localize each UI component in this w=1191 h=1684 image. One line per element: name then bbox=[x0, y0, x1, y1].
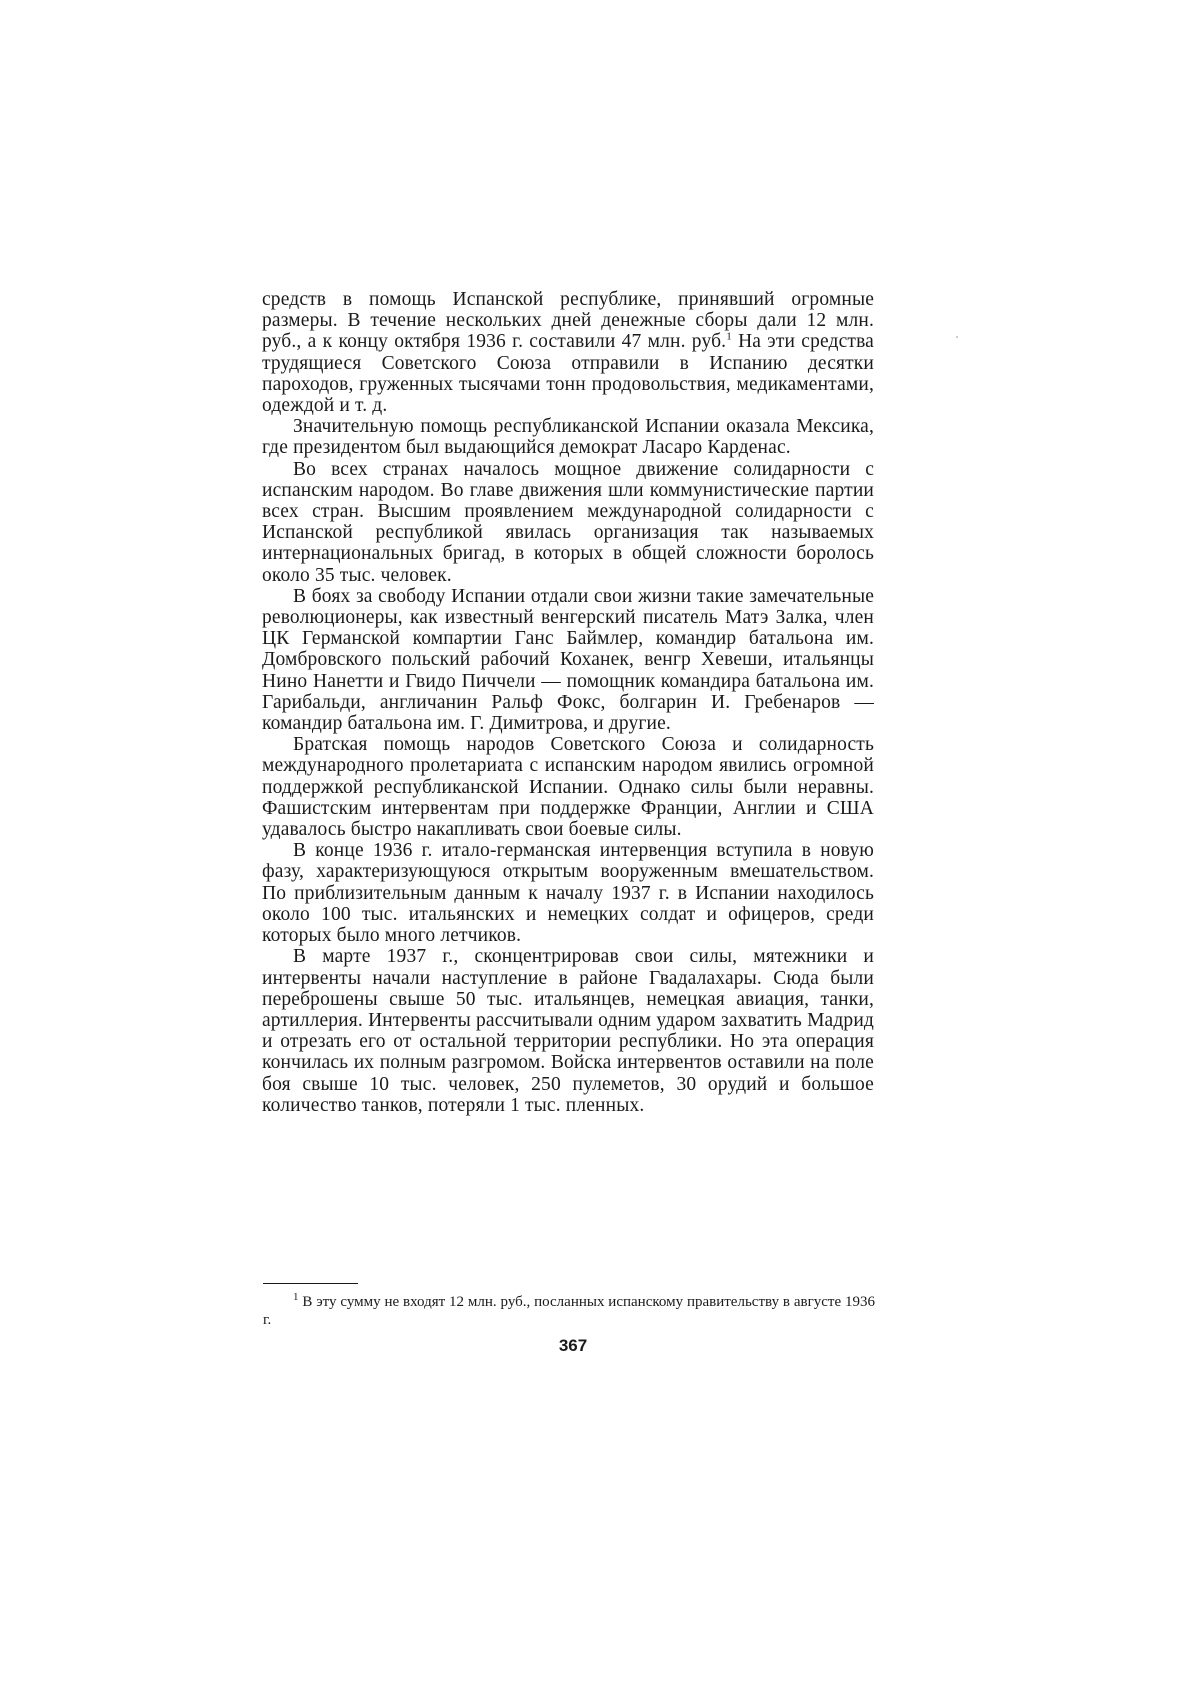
footnote-text: В эту сумму не входят 12 млн. руб., посланных испанскому правительству в августе 1936 г. bbox=[263, 1294, 875, 1328]
paragraph-5: Братская помощь народов Советского Союза и солидарность международного пролетариата с испанским народом явились огромной поддержкой республиканской Испании. Однако силы были неравны. Фашистским интервентам при поддержке Франции, Англии и США удавалось быстро накапливать свои боевые силы. bbox=[262, 734, 874, 841]
paragraph-6: В конце 1936 г. итало-германская интервенция вступила в новую фазу, характеризующуюся открытым вооруженным вмешательством. По приблизительным данным к началу 1937 г. в Испании находилось около 100 тыс. итальянских и немецких солдат и офицеров, среди которых было много летчиков. bbox=[262, 840, 874, 947]
main-text bbox=[262, 289, 874, 1116]
footnote-marker: 1 bbox=[293, 1291, 299, 1303]
paragraph-2: Значительную помощь республиканской Испании оказала Мексика, где президентом был выдающийся демократ Ласаро Карденас. bbox=[262, 416, 874, 459]
paragraph-7: В марте 1937 г., сконцентрировав свои силы, мятежники и интервенты начали наступление в районе Гвадалахары. Сюда были переброшены свыше 50 тыс. итальянцев, немецкая авиация, танки, артиллерия. Интервенты рассчитывали одним ударом захватить Мадрид и отрезать его от остальной территории республики. Но эта операция кончилась их полным разгромом. Войска интервентов оставили на поле боя свыше 10 тыс. человек, 250 пулеметов, 30 орудий и большое количество танков, потеряли 1 тыс. пленных. bbox=[262, 946, 874, 1116]
paragraph-1-continuation: На эти средства трудящиеся Советского Союза отправили в Испанию десятки пароходов, груженных тысячами тонн продовольствия, медикаментами, одеждой и т. д. bbox=[262, 331, 874, 417]
paragraph-3: Во всех странах началось мощное движение солидарности с испанским народом. Во главе движения шли коммунистические партии всех стран. Высшим проявлением международной солидарности с Испанской республикой явилась организация так называемых интернациональных бригад, в которых в общей сложности боролось около 35 тыс. человек. bbox=[262, 458, 874, 586]
paragraph-4: В боях за свободу Испании отдали свои жизни такие замечательные революционеры, как известный венгерский писатель Матэ Залка, член ЦК Германской компартии Ганс Баймлер, командир батальона им. Домбровского польский рабочий Коханек, венгр Хевеши, итальянцы Нино Нанетти и Гвидо Пиччели — помощник командира батальона им. Гарибальди, англичанин Ральф Фокс, болгарин И. Гребенаров — командир батальона им. Г. Димитрова, и другие. bbox=[262, 585, 874, 735]
scan-speck bbox=[956, 336, 958, 338]
paragraph-1 bbox=[262, 289, 874, 416]
footnote-reference: 1 bbox=[726, 330, 732, 343]
footnote bbox=[263, 1293, 875, 1329]
paragraph-1-text: средств в помощь Испанской республике, принявший огромные размеры. В течение нескольких дней денежные сборы дали 12 млн. руб., а к концу октября 1936 г. составили 47 млн. руб. bbox=[262, 289, 874, 353]
page-number: 367 bbox=[558, 1336, 588, 1355]
footnote-separator bbox=[263, 1283, 358, 1284]
